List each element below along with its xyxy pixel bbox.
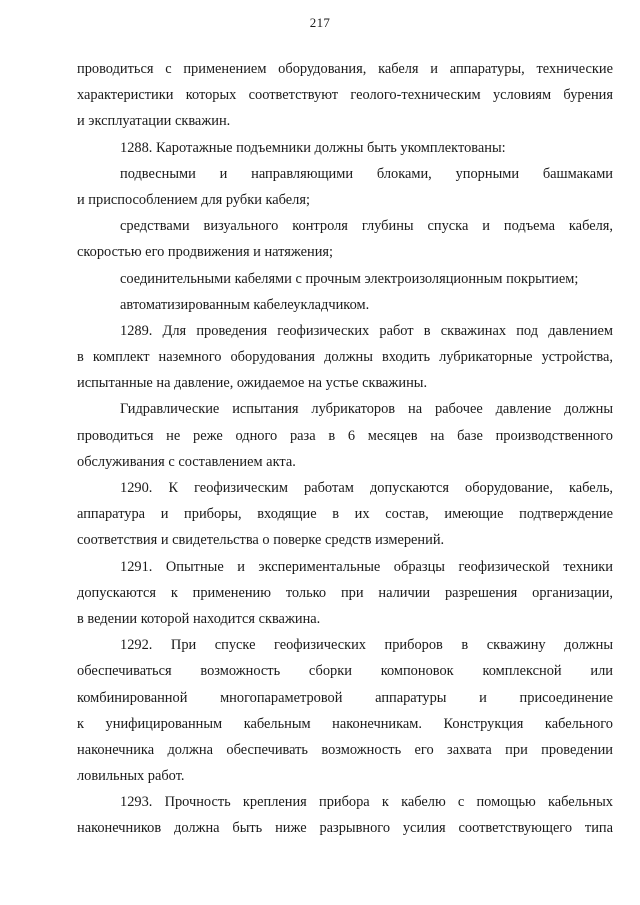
text-line: к унифицированным кабельным наконечникам. Конструкция кабельного <box>77 715 613 732</box>
text-line: характеристики которых соответствуют геолого-техническим условиям бурения <box>77 87 613 104</box>
text-line: наконечника должна обеспечивать возможность его захвата при проведении <box>77 741 613 758</box>
text-line: 1293. Прочность крепления прибора к кабелю с помощью кабельных <box>120 794 613 811</box>
document-body <box>77 56 613 842</box>
text-line: соответствия и свидетельства о поверке средств измерений. <box>77 532 445 549</box>
text-line: соединительными кабелями с прочным электроизоляционным покрытием; <box>120 270 579 287</box>
text-line: наконечников должна быть ниже разрывного усилия соответствующего типа <box>77 820 613 837</box>
text-line: допускаются к применению только при наличии разрешения организации, <box>77 584 613 601</box>
text-line: 1292. При спуске геофизических приборов в скважину должны <box>120 637 613 654</box>
text-line: в комплект наземного оборудования должны входить лубрикаторные устройства, <box>77 349 613 366</box>
text-line: проводиться с применением оборудования, кабеля и аппаратуры, технические <box>77 61 613 77</box>
text-line: и приспособлением для рубки кабеля; <box>77 191 310 208</box>
text-line: подвесными и направляющими блоками, упорными башмаками <box>120 165 613 182</box>
text-line: ловильных работ. <box>77 768 185 785</box>
text-line: 1290. К геофизическим работам допускаются оборудование, кабель, <box>120 480 613 496</box>
text-line: автоматизированным кабелеукладчиком. <box>120 296 370 313</box>
text-line: и эксплуатации скважин. <box>77 113 231 130</box>
text-line: комбинированной многопараметровой аппаратуры и присоединение <box>77 689 613 706</box>
text-line: обеспечиваться возможность сборки компоновок комплексной или <box>77 663 613 680</box>
text-line: Гидравлические испытания лубрикаторов на рабочее давление должны <box>120 401 613 418</box>
text-line: 1288. Каротажные подъемники должны быть укомплектованы: <box>120 139 506 156</box>
text-line: скоростью его продвижения и натяжения; <box>77 244 334 261</box>
page-number: 217 <box>309 15 331 30</box>
text-line: в ведении которой находится скважина. <box>77 610 321 627</box>
text-line: испытанные на давление, ожидаемое на устье скважины. <box>77 375 428 392</box>
text-line: обслуживания с составлением акта. <box>77 453 296 470</box>
text-line: средствами визуального контроля глубины спуска и подъема кабеля, <box>120 218 613 235</box>
text-line: аппаратура и приборы, входящие в их состав, имеющие подтверждение <box>77 506 613 523</box>
text-line: проводиться не реже одного раза в 6 месяцев на базе производственного <box>77 427 613 444</box>
text-line: 1289. Для проведения геофизических работ в скважинах под давлением <box>120 322 613 339</box>
text-line: 1291. Опытные и экспериментальные образцы геофизической техники <box>120 558 613 575</box>
